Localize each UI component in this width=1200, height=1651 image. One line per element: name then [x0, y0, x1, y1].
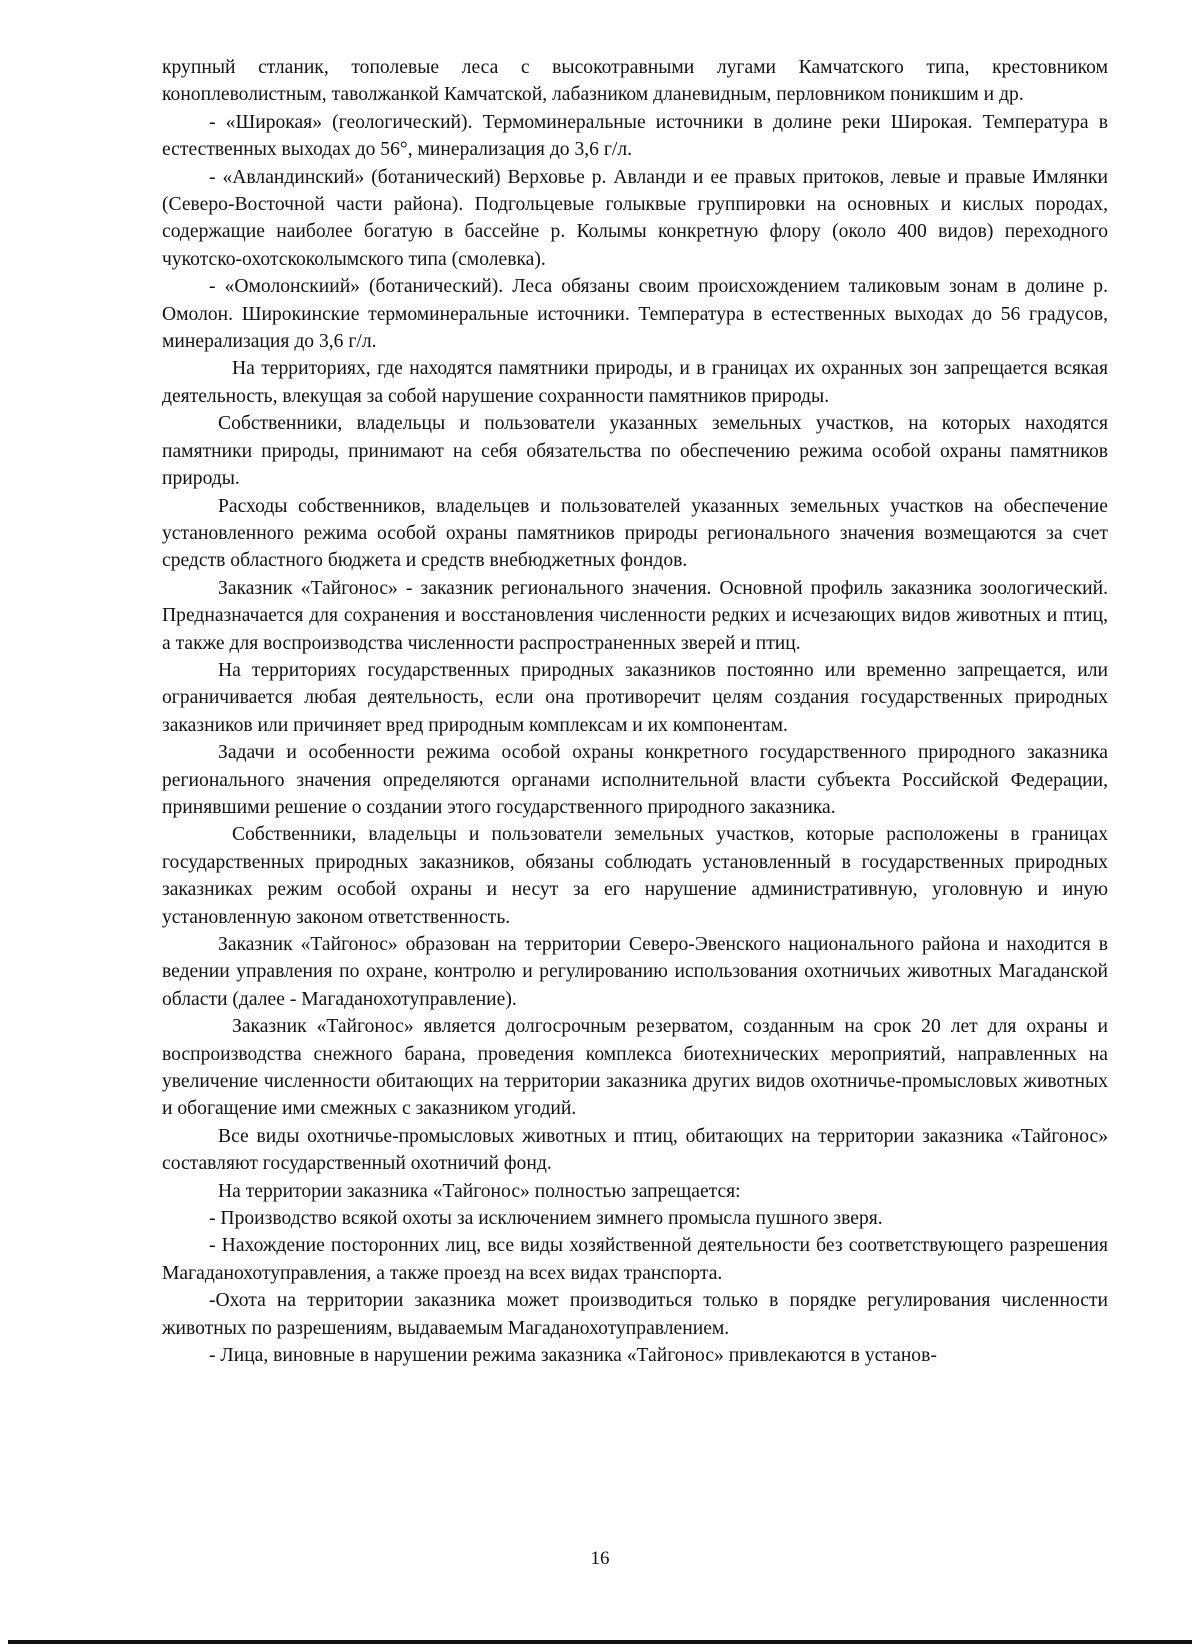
body-text [162, 54, 1108, 1370]
paragraph-expenses: Расходы собственников, владельцев и пользователей указанных земельных участков на обеспечение установленного режима особой охраны памятников природы регионального значения возмещаются за счет средств областного бюджета и средств внебюджетных фондов. [162, 495, 1108, 572]
paragraph-taigonos-formed: Заказник «Тайгонос» образован на территории Северо-Эвенского национального района и находится в ведении управления по охране, контролю и регулированию использования охотничьих животных Магаданской области (далее - Магаданохотуправление). [162, 934, 1108, 1010]
list-item-violators: - Лица, виновные в нарушении режима заказника «Тайгонос» привлекаются в установ- [209, 1345, 937, 1367]
paragraph-prohibited-intro: На территории заказника «Тайгонос» полностью запрещается: [218, 1180, 741, 1202]
paragraph-taigonos-profile: Заказник «Тайгонос» - заказник регионального значения. Основной профиль заказника зоологический. Предназначается для сохранения и восстановления численности редких и исчезающих видов животных и птиц, а также для воспроизводства численности распространенных зверей и птиц. [162, 577, 1108, 654]
paragraph-reserve-tasks: Задачи и особенности режима особой охраны конкретного государственного природного заказника регионального значения определяются органами исполнительной власти субъекта Российской Федерации, принявшими решение о создании этого государственного природного заказника. [162, 742, 1108, 818]
paragraph-owners-obligations: Собственники, владельцы и пользователи указанных земельных участков, на которых находятся памятники природы, принимают на себя обязательства по обеспечению режима особой охраны памятников природы. [162, 413, 1108, 490]
page-number: 16 [590, 1548, 610, 1569]
list-item-regulated-hunting: -Охота на территории заказника может производиться только в порядке регулирования численности животных по разрешениям, выдаваемым Магаданохотуправлением. [162, 1290, 1108, 1339]
paragraph-prohibition-monuments: На территориях, где находятся памятники природы, и в границах их охранных зон запрещается всякая деятельность, влекущая за собой нарушение сохранности памятников природы. [162, 358, 1108, 407]
paragraph-avlandinsky: - «Авландинский» (ботанический) Верховье р. Авланди и ее правых притоков, левые и правые Имлянки (Северо-Восточной части района). Подгольцевые голыквые группировки на основных и кислых породах, содержащие наиболее богатую в бассейне р. Колымы конкретную флору (около 400 видов) переходного чукотско-охотскоколымского типа (смолевка). [162, 166, 1108, 270]
paragraph-flora-continuation: крупный стланик, тополевые леса с высокотравными лугами Камчатского типа, крестовником коноплеволистным, таволжанкой Камчатской, лабазником дланевидным, перловником поникшим и др. [162, 57, 1108, 106]
paragraph-hunting-fund: Все виды охотничье-промысловых животных и птиц, обитающих на территории заказника «Тайгонос» составляют государственный охотничий фонд. [162, 1125, 1108, 1175]
list-item-hunting: - Производство всякой охоты за исключением зимнего промысла пушного зверя. [209, 1208, 883, 1230]
paragraph-shirokaya: - «Широкая» (геологический). Термоминеральные источники в долине реки Широкая. Температура в естественных выходах до 56°, минерализация до 3,6 г/л. [162, 111, 1108, 161]
paragraph-reserve-restrictions: На территориях государственных природных заказников постоянно или временно запрещается, или ограничивается любая деятельность, если она противоречит целям создания государственных природных заказников или причиняет вред природным комплексам и их компонентам. [162, 659, 1108, 736]
paragraph-omolonsky: - «Омолонскиий» (ботанический). Леса обязаны своим происхождением таликовым зонам в долине р. Омолон. Широкинские термоминеральные источники. Температура в естественных выходах до 56 градусов, минерализация до 3,6 г/л. [162, 276, 1108, 353]
footer-divider [8, 1640, 1192, 1644]
paragraph-landowners-reserve: Собственники, владельцы и пользователи земельных участков, которые расположены в границах государственных природных заказников, обязаны соблюдать установленный в государственных природных заказниках режим особой охраны и несут за его нарушение административную, уголовную и иную установленную законом ответственность. [162, 824, 1108, 928]
paragraph-taigonos-long-term: Заказник «Тайгонос» является долгосрочным резерватом, созданным на срок 20 лет для охраны и воспроизводства снежного барана, проведения комплекса биотехнических мероприятий, направленных на увеличение численности обитающих на территории заказника других видов охотничье-промысловых животных и обогащение ими смежных с заказником угодий. [162, 1016, 1108, 1120]
list-item-outsiders: - Нахождение посторонних лиц, все виды хозяйственной деятельности без соответствующего разрешения Магаданохотуправления, а также проезд на всех видах транспорта. [162, 1235, 1108, 1284]
